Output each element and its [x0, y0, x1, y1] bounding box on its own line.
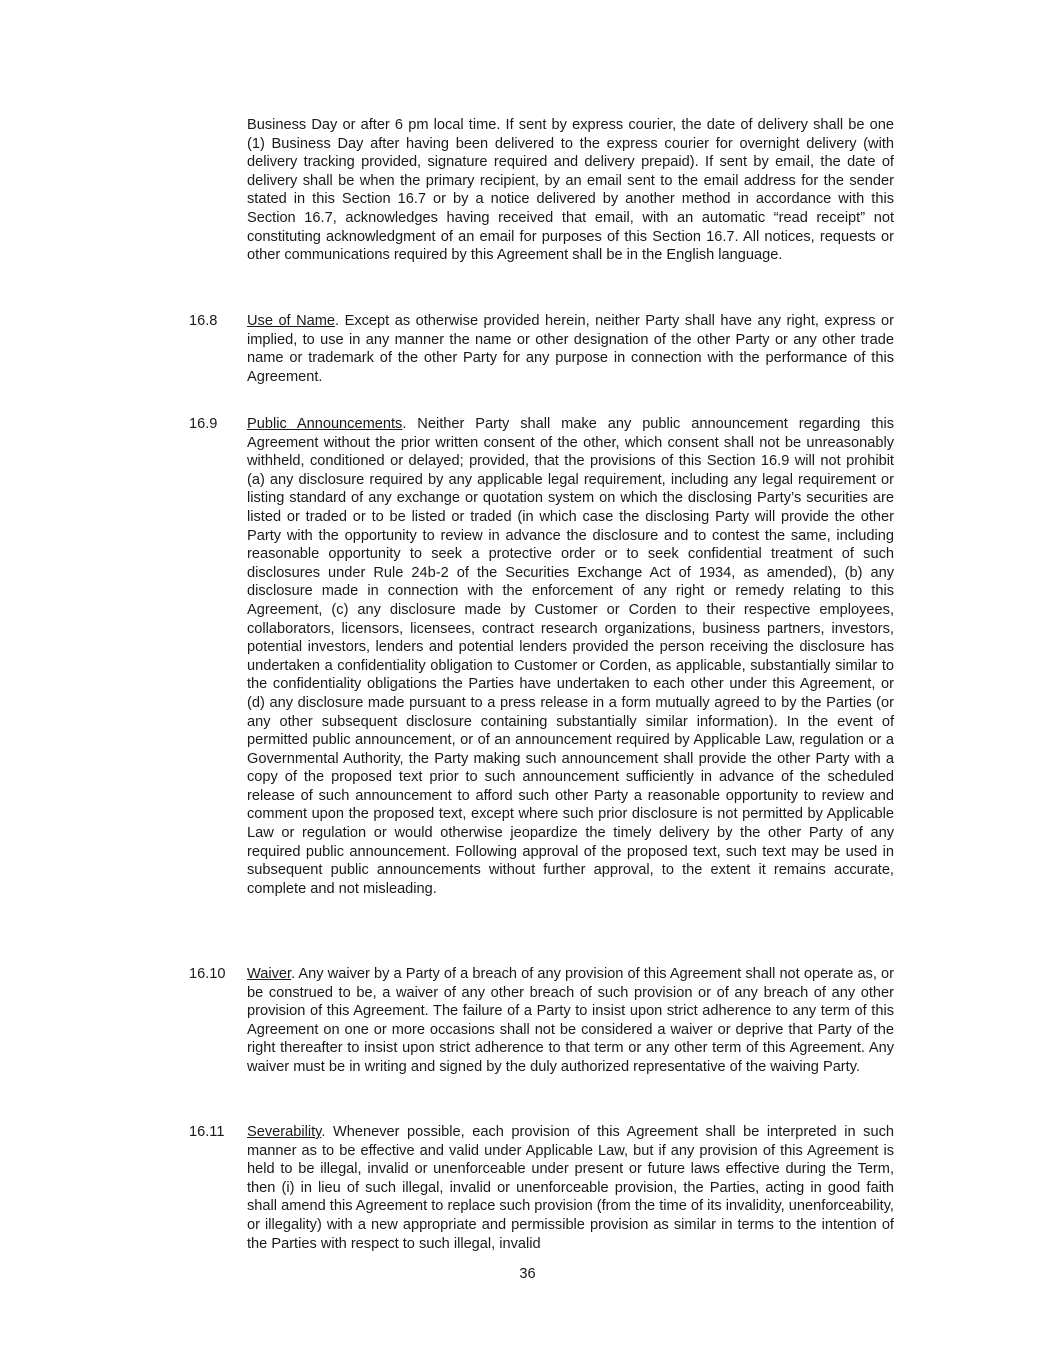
- section-heading-waiver: Waiver: [247, 966, 292, 982]
- section-heading-severability: Severability: [247, 1124, 322, 1140]
- section-body-public-announcements: . Neither Party shall make any public announcement regarding this Agreement without the prior written consent of the other, which consent shall not be unreasonably withheld, conditioned or delayed; provided, that the provisions of this Section 16.9 will not prohibit (a) any disclosure required by any applicable legal requirement, including any legal requirement or listing standard of any exchange or quotation system on which the disclosing Party’s securities are listed or traded or to be listed or traded (in which case the disclosing Party will provide the other Party with the opportunity to review in advance the disclosure and to contest the same, including reasonable opportunity to seek a protective order or to seek confidential treatment of such disclosures under Rule 24b-2 of the Securities Exchange Act of 1934, as amended), (b) any disclosure made in connection with the enforcement of any right or remedy relating to this Agreement, (c) any disclosure made by Customer or Corden to their respective employees, collaborators, licensors, licensees, contract research organizations, business partners, investors, potential investors, lenders and potential lenders provided the person receiving the disclosure has undertaken a confidentiality obligation to Customer or Corden, as applicable, substantially similar to the confidentiality obligations the Parties have undertaken to each other under this Agreement, or (d) any disclosure made pursuant to a press release in a form mutually agreed to by the Parties (or any other subsequent disclosure containing substantially similar information). In the event of permitted public announcement, or of an announcement required by Applicable Law, regulation or a Governmental Authority, the Party making such announcement shall provide the other Party with a copy of the proposed text prior to such announcement sufficiently in advance of the scheduled release of such announcement to afford such other Party a reasonable opportunity to review and comment upon the proposed text, except where such prior disclosure is not permitted by Applicable Law or regulation or would otherwise jeopardize the timely delivery by the other Party of any required public announcement. Following approval of the proposed text, such text may be used in subsequent public announcements without further approval, to the extent it remains accurate, complete and not misleading.: [247, 416, 894, 897]
- section-paragraph-severability: [247, 1123, 894, 1253]
- page-number: 36: [519, 1266, 536, 1282]
- section-heading-public-announcements: Public Announcements: [247, 416, 403, 432]
- section-number-16-8: 16.8: [189, 313, 218, 329]
- section-paragraph-waiver: [247, 965, 894, 1077]
- continuation-paragraph: Business Day or after 6 pm local time. If sent by express courier, the date of delivery shall be one (1) Business Day after having been delivered to the express courier for overnight delivery (with delivery tracking provided, signature required and delivery prepaid). If sent by email, the date of delivery shall be when the primary recipient, by an email sent to the email address for the sender stated in this Section 16.7 or by a notice delivered by another method in accordance with this Section 16.7, acknowledges having received that email, with an automatic “read receipt” not constituting acknowledgment of an email for purposes of this Section 16.7. All notices, requests or other communications required by this Agreement shall be in the English language.: [247, 117, 894, 264]
- section-body-waiver: . Any waiver by a Party of a breach of any provision of this Agreement shall not operate as, or be construed to be, a waiver of any other breach of such provision or of any breach of any other provision of this Agreement. The failure of a Party to insist upon strict adherence to any term of this Agreement on one or more occasions shall not be considered a waiver or deprive that Party of the right thereafter to insist upon strict adherence to that term or any other term of this Agreement. Any waiver must be in writing and signed by the duly authorized representative of the waiving Party.: [247, 966, 894, 1075]
- section-body-severability: . Whenever possible, each provision of this Agreement shall be interpreted in such manner as to be effective and valid under Applicable Law, but if any provision of this Agreement is held to be illegal, invalid or unenforceable under present or future laws effective during the Term, then (i) in lieu of such illegal, invalid or unenforceable provision, the Parties, acting in good faith shall amend this Agreement to replace such provision (from the time of its invalidity, unenforceability, or illegality) with a new appropriate and permissible provision as similar in terms to the intention of the Parties with respect to such illegal, invalid: [247, 1124, 894, 1252]
- section-heading-use-of-name: Use of Name: [247, 313, 336, 329]
- section-number-16-9: 16.9: [189, 416, 218, 432]
- section-body-use-of-name: . Except as otherwise provided herein, neither Party shall have any right, express or implied, to use in any manner the name or other designation of the other Party or any other trade name or trademark of the other Party for any purpose in connection with the performance of this Agreement.: [247, 313, 894, 385]
- section-paragraph-public-announcements: [247, 415, 894, 898]
- section-number-16-11: 16.11: [189, 1124, 225, 1140]
- section-paragraph-use-of-name: [247, 312, 894, 386]
- section-number-16-10: 16.10: [189, 966, 226, 982]
